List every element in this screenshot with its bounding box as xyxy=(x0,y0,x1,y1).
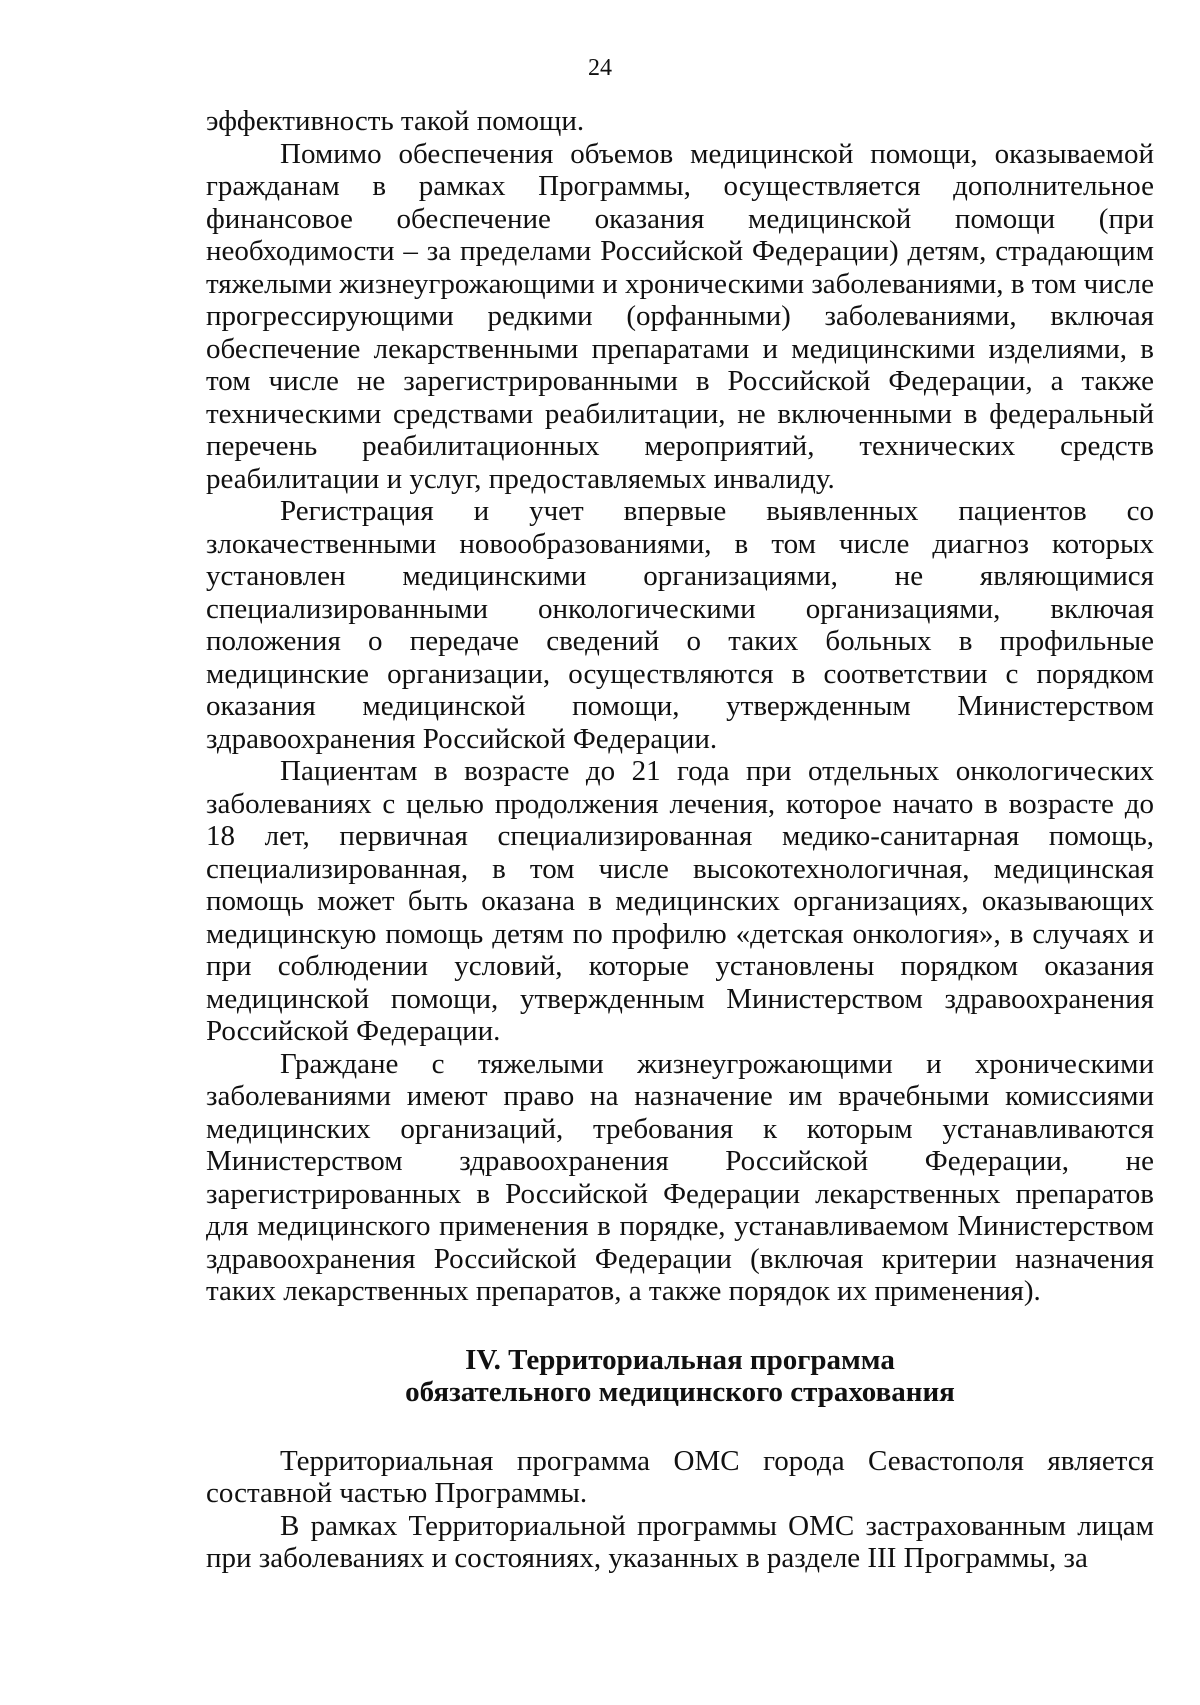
section-heading xyxy=(206,1344,1154,1409)
page-number: 24 xyxy=(588,55,612,81)
paragraph-insured-persons: В рамках Территориальной программы ОМС застрахованным лицам при заболеваниях и состояниях, указанных в разделе III Программы, за xyxy=(206,1509,1154,1574)
paragraph-oncology-registration: Регистрация и учет впервые выявленных пациентов со злокачественными новообразованиями, в том числе диагноз которых установлен медицинскими организациями, не являющимися специализированными онкологическими организациями, включая положения о передаче сведений о таких больных в профильные медицинские организации, осуществляются в соответствии с порядком оказания медицинской помощи, утвержденным Министерством здравоохранения Российской Федерации. xyxy=(206,495,1154,755)
paragraph-additional-financing: Помимо обеспечения объемов медицинской помощи, оказываемой гражданам в рамках Программы, осуществляется дополнительное финансовое обеспечение оказания медицинской помощи (при необходимости – за пределами Российской Федерации) детям, страдающим тяжелыми жизнеугрожающими и хроническими заболеваниями, в том числе прогрессирующими редкими (орфанными) заболеваниями, включая обеспечение лекарственными препаратами и медицинскими изделиями, в том числе не зарегистрированными в Российской Федерации, а также техническими средствами реабилитации, не включенными в федеральный перечень реабилитационных мероприятий, технических средств реабилитации и услуг, предоставляемых инвалиду. xyxy=(206,137,1154,495)
section-heading-line-1: IV. Территориальная программа xyxy=(465,1343,895,1376)
document-body xyxy=(206,105,1154,1575)
section-heading-line-2: обязательного медицинского страхования xyxy=(405,1376,955,1408)
paragraph-territorial-program: Территориальная программа ОМС города Севастополя является составной частью Программы. xyxy=(206,1444,1154,1509)
paragraph-patients-under-21: Пациентам в возрасте до 21 года при отдельных онкологических заболеваниях с целью продолжения лечения, которое начато в возрасте до 18 лет, первичная специализированная медико-санитарная помощь, специализированная, в том числе высокотехнологичная, медицинская помощь может быть оказана в медицинских организациях, оказывающих медицинскую помощь детям по профилю «детская онкология», в случаях и при соблюдении условий, которые установлены порядком оказания медицинской помощи, утвержденным Министерством здравоохранения Российской Федерации. xyxy=(206,755,1154,1047)
paragraph-continuation: эффективность такой помощи. xyxy=(206,105,585,137)
paragraph-unregistered-drugs: Граждане с тяжелыми жизнеугрожающими и хроническими заболеваниями имеют право на назначение им врачебными комиссиями медицинских организаций, требования к которым устанавливаются Министерством здравоохранения Российской Федерации, не зарегистрированных в Российской Федерации лекарственных препаратов для медицинского применения в порядке, устанавливаемом Министерством здравоохранения Российской Федерации (включая критерии назначения таких лекарственных препаратов, а также порядок их применения). xyxy=(206,1047,1154,1307)
